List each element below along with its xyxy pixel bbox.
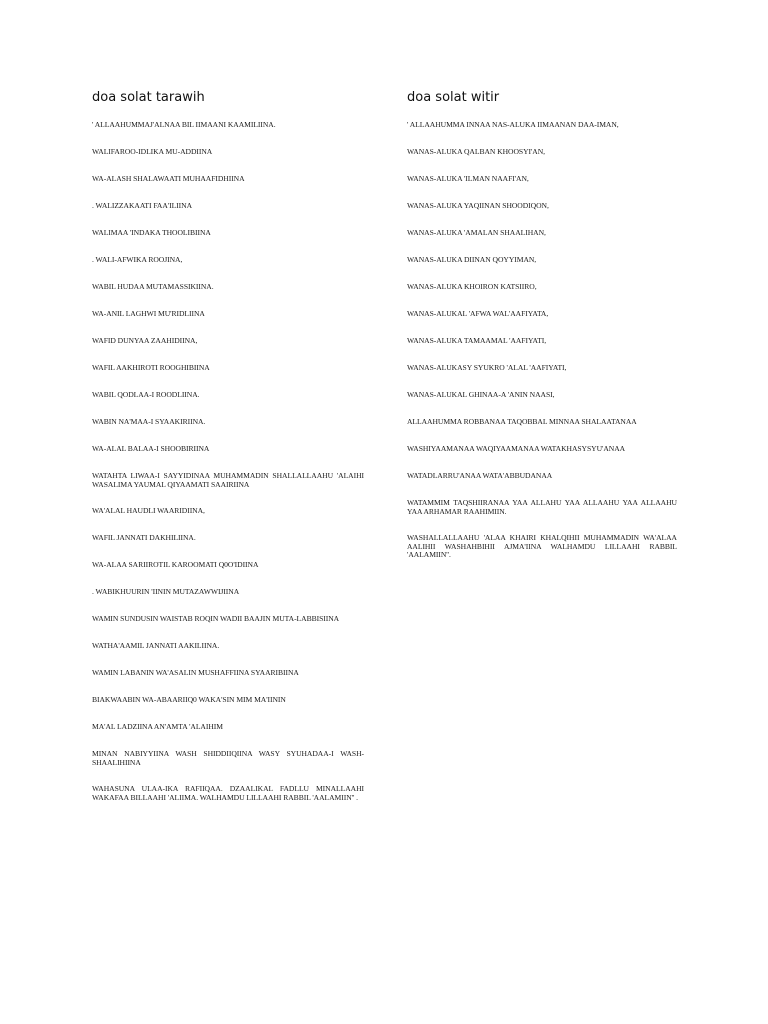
prayer-line: WA-ALAL BALAA-I SHOOBIRIINA — [92, 444, 210, 453]
right-column — [407, 90, 677, 578]
prayer-line: WANAS-ALUKA TAMAAMAL 'AAFIYATI, — [407, 336, 547, 345]
prayer-line: WANAS-ALUKA DIINAN QOYYIMAN, — [407, 255, 537, 264]
prayer-line: WASHIYAAMANAA WAQIYAAMANAA WATAKHASYSYU'ANAA — [407, 444, 626, 453]
prayer-line: WA-ANIL LAGHWI MU'RIDLIINA — [92, 309, 205, 318]
prayer-line: WA-ALASH SHALAWAATI MUHAAFIDHIINA — [92, 174, 245, 183]
prayer-line: ' ALLAAHUMMAJ'ALNAA BIL IIMAANI KAAMILIINA. — [92, 120, 276, 129]
prayer-line: WAMIN LABANIN WA'ASALIN MUSHAFFIINA SYAARIBIINA — [92, 668, 299, 678]
prayer-line: . WABIKHUURIN 'IININ MUTAZAWWIJIINA — [92, 587, 240, 597]
prayer-line: . WALIZZAKAATI FAA'ILIINA — [92, 201, 193, 210]
prayer-line: WANAS-ALUKA KHOIRON KATSIIRO, — [407, 282, 537, 291]
prayer-line: WA'ALAL HAUDLI WAARIDIINA, — [92, 506, 205, 516]
prayer-line: WANAS-ALUKA 'AMALAN SHAALIHAN, — [407, 228, 546, 237]
prayer-line: WANAS-ALUKAL GHINAA-A 'ANIN NAASI, — [407, 390, 555, 399]
prayer-line: WASHALLALLAAHU 'ALAA KHAIRI KHALQIHII MUHAMMADIN WA'ALAA AALIHII WASHAHBIHII AJMA'IINA WALHAMDU LILLAAHI RABBIL 'AALAMIIN''. — [407, 533, 677, 560]
prayer-line: ' ALLAAHUMMA INNAA NAS-ALUKA IIMAANAN DAA-IMAN, — [407, 120, 619, 129]
prayer-line: WATHA'AAMIL JANNATI AAKILIINA. — [92, 641, 220, 651]
prayer-line: BIAKWAABIN WA-ABAARIIQ0 WAKA'SIN MIM MA'IININ — [92, 695, 286, 705]
prayer-line: . WALI-AFWIKA ROOJINA, — [92, 255, 183, 264]
left-column — [92, 90, 364, 821]
prayer-line: WATAHTA LIWAA-I SAYYIDINAA MUHAMMADIN SHALLALLAAHU 'ALAIHI WASALIMA YAUMAL QIYAAMATI SAAIRIINA — [92, 471, 364, 489]
prayer-line: WABIN NA'MAA-I SYAAKIRIINA. — [92, 417, 206, 426]
prayer-line: WAMIN SUNDUSIN WAISTAB ROQIN WADII BAAJIN MUTA-LABBISIINA — [92, 614, 340, 624]
right-heading: doa solat witir — [407, 90, 500, 105]
prayer-line: WAFID DUNYAA ZAAHIDIINA, — [92, 336, 198, 345]
prayer-line: WAHASUNA ULAA-IKA RAFIIQAA. DZAALIKAL FADLLU MINALLAAHI WAKAFAA BILLAAHI 'ALIIMA. WALHAMDU LILLAAHI RABBIL 'AALAMIIN'' . — [92, 784, 364, 802]
prayer-line: ALLAAHUMMA ROBBANAA TAQOBBAL MINNAA SHALAATANAA — [407, 417, 637, 426]
prayer-line: WANAS-ALUKA YAQIINAN SHOODIQON, — [407, 201, 549, 210]
prayer-line: WANAS-ALUKA QALBAN KHOOSYI'AN, — [407, 147, 546, 156]
prayer-line: WALIFAROO-IDLIKA MU-ADDIINA — [92, 147, 213, 156]
prayer-line: WANAS-ALUKA 'ILMAN NAAFI'AN, — [407, 174, 529, 183]
prayer-line: WABIL HUDAA MUTAMASSIKIINA. — [92, 282, 214, 291]
prayer-line: MA'AL LADZIINA AN'AMTA 'ALAIHIM — [92, 722, 223, 732]
prayer-line: WA-ALAA SARIIROTIL KAROOMATI Q0O'IDIINA — [92, 560, 259, 570]
prayer-line: WALIMAA 'INDAKA THOOLIBIINA — [92, 228, 211, 237]
prayer-line: WANAS-ALUKASY SYUKRO 'ALAL 'AAFIYATI, — [407, 363, 567, 372]
prayer-line: WAFIL JANNATI DAKHILIINA. — [92, 533, 196, 543]
prayer-line: WANAS-ALUKAL 'AFWA WAL'AAFIYATA, — [407, 309, 549, 318]
prayer-line: WATADLARRU'ANAA WATA'ABBUDANAA — [407, 471, 553, 480]
prayer-line: WAFIL AAKHIROTI ROOGHIBIINA — [92, 363, 210, 372]
left-heading: doa solat tarawih — [92, 90, 205, 105]
prayer-line: WABIL QODLAA-I ROODLIINA. — [92, 390, 200, 399]
right-lines-list — [407, 121, 677, 560]
left-lines-list — [92, 121, 364, 803]
prayer-line: MINAN NABIYYIINA WASH SHIDDIIQIINA WASY SYUHADAA-I WASH-SHAALIHIINA — [92, 749, 364, 767]
prayer-line: WATAMMIM TAQSHIIRANAA YAA ALLAHU YAA ALLAAHU YAA ALLAAHU YAA ARHAMAR RAAHIMIIN. — [407, 498, 677, 516]
